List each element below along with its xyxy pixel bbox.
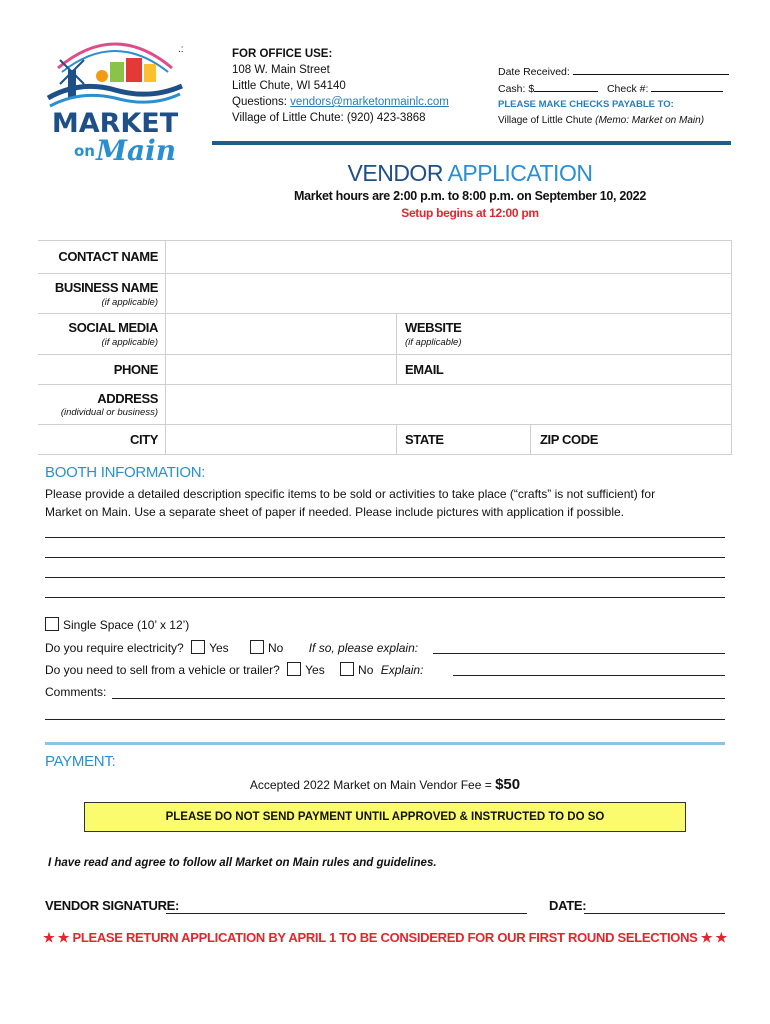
booth-description-line[interactable] [45,597,725,598]
grid-rule [731,240,732,454]
title-accent: APPLICATION [447,160,593,186]
email-label: EMAIL [405,362,444,377]
address-sub: (individual or business) [60,407,158,418]
electricity-question: Do you require electricity? [45,641,184,655]
website-label: WEBSITE [405,320,462,335]
logo-market-text: MARKET [51,108,179,139]
city-field[interactable] [166,425,396,454]
booth-description-line1: Please provide a detailed description specific items to be sold or activities to take place (“crafts” is not sufficient) for [45,487,656,501]
vehicle-no-checkbox[interactable] [340,662,354,676]
office-phone: Village of Little Chute: (920) 423-3868 [232,112,426,124]
comments-field[interactable] [112,698,725,699]
logo-on-text: on [74,142,95,160]
date-received-row [498,63,728,80]
electricity-explain-field[interactable] [433,653,725,654]
return-deadline-notice: ★ ★ PLEASE RETURN APPLICATION BY APRIL 1 TO BE CONSIDERED FOR OUR FIRST ROUND SELECTIONS ★ ★ [43,930,727,945]
electricity-row [45,640,418,655]
signature-field[interactable] [166,913,527,914]
logo-main-text: Main [96,134,177,167]
vehicle-yes-label: Yes [305,663,325,677]
office-address2: Little Chute, WI 54140 [232,80,346,92]
page-title [0,160,770,187]
vendor-email-link[interactable]: vendors@marketonmainlc.com [290,96,449,108]
address-field[interactable] [166,385,731,424]
cash-field[interactable] [534,80,598,92]
email-field[interactable] [450,355,731,384]
business-name-label: BUSINESS NAME [54,280,158,295]
electricity-yes-label: Yes [209,641,229,655]
state-label: STATE [405,432,444,447]
vehicle-yes-checkbox[interactable] [287,662,301,676]
payable-heading: PLEASE MAKE CHECKS PAYABLE TO: [498,99,674,110]
electricity-yes-checkbox[interactable] [191,640,205,654]
electricity-explain-label: If so, please explain: [308,641,419,655]
booth-description-line[interactable] [45,577,725,578]
header-divider [212,141,731,145]
payment-divider [45,742,725,745]
fee-label: Accepted 2022 Market on Main Vendor Fee = [249,778,496,792]
booth-description-line2: Market on Main. Use a separate sheet of paper if needed. Please include pictures with application if possible. [45,505,624,519]
social-media-field[interactable] [166,314,396,354]
cash-check-row [498,80,728,97]
grid-rule [38,454,732,455]
single-space-checkbox[interactable] [45,617,59,631]
office-heading: FOR OFFICE USE: [232,48,333,60]
vehicle-row [45,662,423,677]
office-address1: 108 W. Main Street [232,64,330,76]
fee-amount: $50 [495,776,521,793]
single-space-row [45,617,189,632]
date-field[interactable] [584,913,725,914]
fee-row [0,776,770,793]
payment-warning-box [84,802,686,832]
single-space-label: Single Space (10’ x 12’) [63,618,190,632]
market-on-main-logo [40,28,190,168]
market-hours: Market hours are 2:00 p.m. to 8:00 p.m. on September 10, 2022 [294,189,646,203]
booth-heading: BOOTH INFORMATION: [45,464,206,481]
questions-label: Questions: [232,96,291,108]
address-label: ADDRESS [97,391,158,406]
phone-label: PHONE [113,362,158,377]
title-main: VENDOR [347,160,443,186]
payment-warning: PLEASE DO NOT SEND PAYMENT UNTIL APPROVED & INSTRUCTED TO DO SO [165,811,605,823]
date-received-label: Date Received: [498,66,570,78]
office-questions [232,94,449,110]
agreement-text: I have read and agree to follow all Market on Main rules and guidelines. [48,857,437,869]
vehicle-question: Do you need to sell from a vehicle or trailer? [45,663,280,677]
logo-mark: .: [178,44,184,55]
phone-field[interactable] [166,355,396,384]
date-received-field[interactable] [573,63,729,75]
office-use-fields [498,63,728,129]
vehicle-explain-field[interactable] [453,675,725,676]
cash-label: Cash: $ [498,83,535,95]
signature-label: VENDOR SIGNATURE: [45,898,180,913]
payable-to: Village of Little Chute [498,115,593,126]
setup-time: Setup begins at 12:00 pm [401,206,539,220]
contact-name-field[interactable] [166,241,731,273]
booth-description-line[interactable] [45,537,725,538]
office-contact-block [232,46,449,126]
social-media-label: SOCIAL MEDIA [68,320,158,335]
payment-heading: PAYMENT: [45,753,116,770]
vehicle-explain-label: Explain: [380,663,424,677]
check-label: Check #: [606,83,649,95]
electricity-no-label: No [268,641,284,655]
check-field[interactable] [651,80,723,92]
date-label: DATE: [549,898,587,913]
website-sub: (if applicable) [405,337,462,348]
website-field[interactable] [470,314,731,354]
comments-field-line2[interactable] [45,719,725,720]
state-field[interactable] [445,425,530,454]
grid-rule [396,424,397,454]
vehicle-no-label: No [358,663,374,677]
social-media-sub: (if applicable) [101,337,158,348]
comments-label: Comments: [45,685,107,699]
payable-memo: (Memo: Market on Main) [595,115,705,126]
zip-field[interactable] [600,425,731,454]
payable-row [498,113,728,129]
contact-name-label: CONTACT NAME [58,249,158,264]
booth-description-line[interactable] [45,557,725,558]
grid-rule [530,424,531,454]
grid-rule [396,313,397,384]
business-name-sub: (if applicable) [101,297,158,308]
electricity-no-checkbox[interactable] [250,640,264,654]
business-name-field[interactable] [166,274,731,313]
zip-label: ZIP CODE [540,432,598,447]
city-label: CITY [129,432,158,447]
